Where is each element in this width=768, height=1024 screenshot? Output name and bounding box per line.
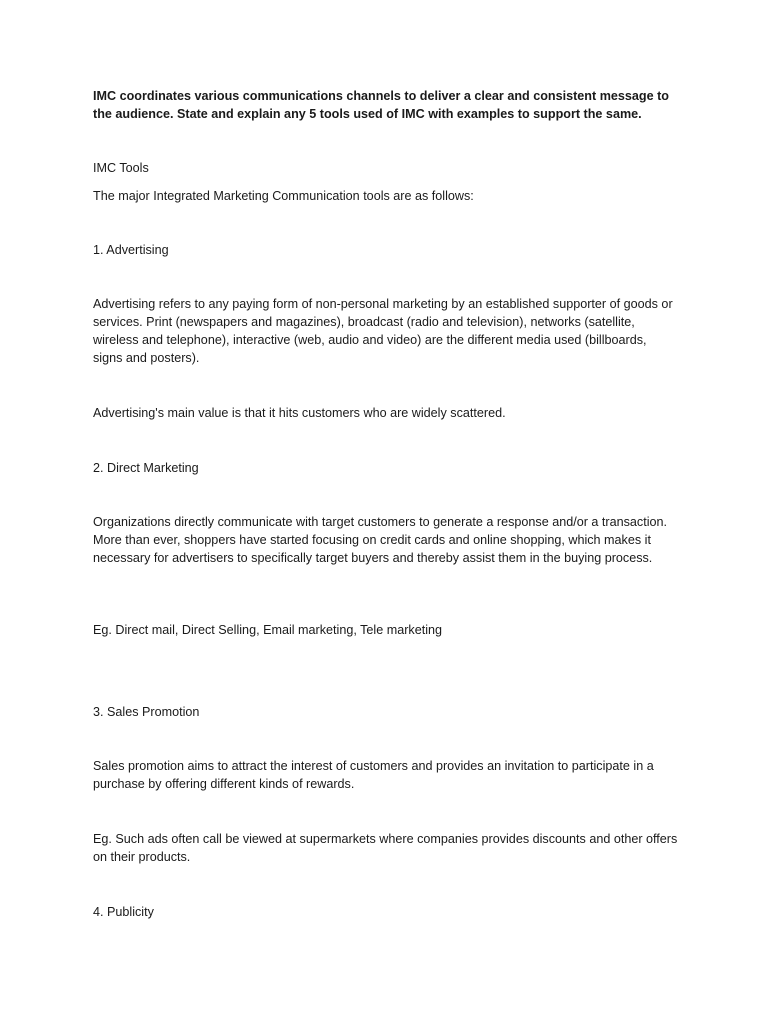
advertising-paragraph: Advertising refers to any paying form of non-personal marketing by an established supporter of goods or services. Print (newspapers and magazines), broadcast (radio and television), networks (satellite, wireless and telephone), interactive (web, audio and video) are the different media used (billboards, signs and posters).	[93, 297, 673, 365]
tool-heading-advertising: 1. Advertising	[93, 243, 169, 257]
section-title: IMC Tools	[93, 161, 149, 175]
tool-heading-publicity: 4. Publicity	[93, 905, 154, 919]
direct-marketing-examples: Eg. Direct mail, Direct Selling, Email marketing, Tele marketing	[93, 623, 443, 637]
question-text: IMC coordinates various communications channels to deliver a clear and consistent message to the audience. State and explain any 5 tools used of IMC with examples to support the same.	[93, 89, 669, 121]
tool-heading-sales-promotion: 3. Sales Promotion	[93, 705, 200, 719]
direct-marketing-paragraph: Organizations directly communicate with target customers to generate a response and/or a transaction. More than ever, shoppers have started focusing on credit cards and online shopping, which makes it necessary for advertisers to specifically target buyers and thereby assist them in the buying process.	[93, 515, 668, 565]
intro-text: The major Integrated Marketing Communication tools are as follows:	[93, 189, 474, 203]
sales-promotion-paragraph: Sales promotion aims to attract the interest of customers and provides an invitation to participate in a purchase by offering different kinds of rewards.	[93, 759, 654, 791]
advertising-value-paragraph: Advertising's main value is that it hits customers who are widely scattered.	[93, 406, 506, 420]
sales-promotion-examples: Eg. Such ads often call be viewed at supermarkets where companies provides discounts and other offers on their products.	[93, 832, 678, 864]
tool-heading-direct-marketing: 2. Direct Marketing	[93, 461, 199, 475]
